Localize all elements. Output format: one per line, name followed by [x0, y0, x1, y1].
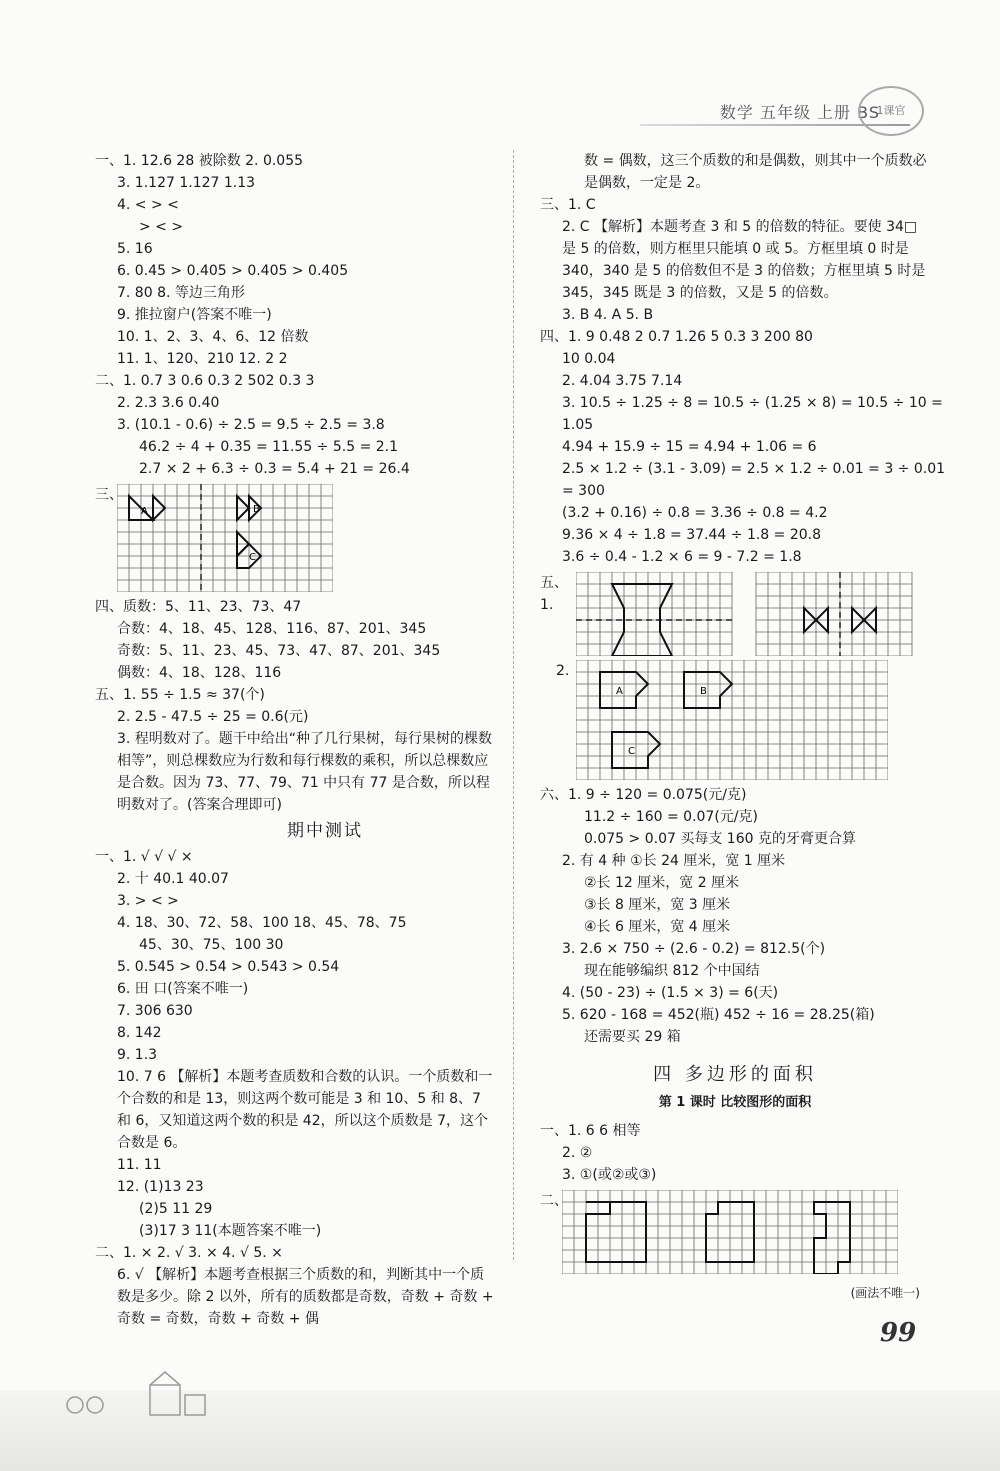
answer-line: 6. 田 口(答案不唯一) [117, 981, 249, 997]
answer-line: 9. 1.3 [117, 1047, 158, 1063]
column-divider [513, 150, 514, 1260]
answer-paragraph: 6. √ 【解析】本题考查根据三个质数的和，判断其中一个质数是多少。除 2 以外，所有的质数都是奇数，奇数 + 奇数 + 奇数 = 奇数，奇数 + 奇数 + 偶 [117, 1267, 494, 1327]
answer-line: 9.36 × 4 ÷ 1.8 = 37.44 ÷ 1.8 = 20.8 [562, 527, 822, 543]
answer-paragraph: 10. 7 6 【解析】本题考查质数和合数的认识。一个质数和一个合数的和是 13，则这两个数可能是 3 和 10、5 和 8、7 和 6，又知道这两个数的积是 42，所以这个质数是 7，这个合数是 6。 [117, 1069, 493, 1151]
page-number: 99 [880, 1318, 917, 1348]
answer-line: 4. < > < [117, 197, 179, 213]
answer-line: 一、1. 12.6 28 被除数 2. 0.055 [95, 153, 304, 169]
section-label: 三、 [95, 487, 123, 503]
midterm-title: 期中测试 [287, 821, 363, 841]
answer-line: 现在能够编织 812 个中国结 [584, 963, 760, 979]
chapter-title: 四 多边形的面积 [653, 1064, 817, 1085]
answer-line: 3.6 ÷ 0.4 - 1.2 × 6 = 9 - 7.2 = 1.8 [562, 549, 802, 565]
section-label: 2. [556, 663, 570, 679]
answer-line: 10 0.04 [562, 351, 616, 367]
answer-line: 46.2 ÷ 4 + 0.35 = 11.55 ÷ 5.5 = 2.1 [139, 439, 399, 455]
answer-line: 合数：4、18、45、128、116、87、201、345 [117, 621, 427, 637]
answer-line: 3. 2.6 × 750 ÷ (2.6 - 0.2) = 812.5(个) [562, 941, 826, 957]
answer-line: ③长 8 厘米，宽 3 厘米 [584, 897, 731, 913]
answer-line: 五、1. 55 ÷ 1.5 ≈ 37(个) [95, 687, 265, 703]
figure-label-a: A [616, 686, 623, 697]
answer-line: 3. 1.127 1.127 1.13 [117, 175, 256, 191]
area-grid [562, 1190, 898, 1274]
answer-line: 二、1. × 2. √ 3. × 4. √ 5. × [95, 1245, 283, 1261]
symmetry-grid-2 [576, 572, 916, 656]
answer-line: 2. 有 4 种 ①长 24 厘米，宽 1 厘米 [562, 853, 786, 869]
answer-line: 2.7 × 2 + 6.3 ÷ 0.3 = 5.4 + 21 = 26.4 [139, 461, 410, 477]
answer-line: 5. 16 [117, 241, 153, 257]
answer-paragraph: 3. 程明数对了。题干中给出“种了几行果树，每行果树的棵数相等”，则总棵数应为行数和每行棵数的乘积，所以总棵数应是合数。因为 73、77、79、71 中只有 77 是合数，所以程明数对了。(答案合理即可) [117, 731, 493, 813]
answer-line: 0.075 > 0.07 买每支 160 克的牙膏更合算 [584, 831, 856, 847]
answer-line: 3. (10.1 - 0.6) ÷ 2.5 = 9.5 ÷ 2.5 = 3.8 [117, 417, 385, 433]
answer-line: 2. 4.04 3.75 7.14 [562, 373, 683, 389]
lesson-title: 第 1 课时 比较图形的面积 [658, 1095, 812, 1110]
answer-line: 3. B 4. A 5. B [562, 307, 654, 323]
drawing-note: (画法不唯一) [850, 1286, 920, 1300]
answer-line: 偶数：4、18、128、116 [117, 665, 282, 681]
symmetry-grid [117, 484, 333, 592]
answer-line: 2. 2.3 3.6 0.40 [117, 395, 220, 411]
answer-line: 2. ② [562, 1145, 593, 1161]
brand-badge: 1课官 [858, 86, 924, 136]
answer-line: 三、1. C [540, 197, 596, 213]
answer-line: 2.5 × 1.2 ÷ (3.1 - 3.09) = 2.5 × 1.2 ÷ 0.01 = 3 ÷ 0.01 [562, 461, 946, 477]
translation-figure-row [540, 660, 930, 780]
castle-decoration-icon [60, 1370, 240, 1420]
answer-line: ②长 12 厘米，宽 2 厘米 [584, 875, 740, 891]
answer-line: ④长 6 厘米，宽 4 厘米 [584, 919, 731, 935]
section-label: 二、 [540, 1193, 568, 1209]
right-column [540, 150, 946, 1304]
translation-grid [576, 660, 888, 780]
figure-label-b: B [253, 504, 260, 515]
answer-line: 9. 推拉窗户(答案不唯一) [117, 307, 272, 323]
answer-line: 45、30、75、100 30 [139, 937, 284, 953]
answer-line: 8. 142 [117, 1025, 162, 1041]
answer-line: 3. ①(或②或③) [562, 1167, 657, 1183]
answer-line: 2. 2.5 - 47.5 ÷ 25 = 0.6(元) [117, 709, 309, 725]
answer-line: (2)5 11 29 [139, 1201, 213, 1217]
figure-label-a: A [141, 506, 148, 517]
answer-paragraph: 2. C 【解析】本题考查 3 和 5 的倍数的特征。要使 34□是 5 的倍数，则方框里只能填 0 或 5。方框里填 0 时是 340，340 是 5 的倍数但不是 3 的倍数；方框里填 5 时是 345，345 既是 3 的倍数，又是 5 的倍数。 [562, 219, 926, 301]
answer-line: 11.2 ÷ 160 = 0.07(元/克) [584, 809, 758, 825]
answer-line: 四、1. 9 0.48 2 0.7 1.26 5 0.3 3 200 80 [540, 329, 813, 345]
answer-line: 四、质数：5、11、23、73、47 [95, 599, 302, 615]
answer-line: 6. 0.45 > 0.405 > 0.405 > 0.405 [117, 263, 349, 279]
figure-label-b: B [700, 686, 707, 697]
answer-line: (3.2 + 0.16) ÷ 0.8 = 3.36 ÷ 0.8 = 4.2 [562, 505, 828, 521]
answer-line: 六、1. 9 ÷ 120 = 0.075(元/克) [540, 787, 747, 803]
answer-line: (3)17 3 11(本题答案不唯一) [139, 1223, 322, 1239]
left-column [95, 150, 495, 1330]
page-header: 数学 五年级 上册 BS [719, 103, 880, 122]
answer-line: = 300 [562, 483, 605, 499]
answer-line: 7. 80 8. 等边三角形 [117, 285, 245, 301]
figure-label-c: C [249, 552, 256, 563]
figure-label-c: C [628, 746, 635, 757]
answer-line: 1.05 [562, 417, 594, 433]
answer-line: 二、1. 0.7 3 0.6 0.3 2 502 0.3 3 [95, 373, 315, 389]
answer-line: 4. (50 - 23) ÷ (1.5 × 3) = 6(天) [562, 985, 779, 1001]
answer-line: 3. 10.5 ÷ 1.25 ÷ 8 = 10.5 ÷ (1.25 × 8) = 10.5 ÷ 10 = [562, 395, 943, 411]
answer-line: 3. > < > [117, 893, 179, 909]
answer-line: 4.94 + 15.9 ÷ 15 = 4.94 + 1.06 = 6 [562, 439, 817, 455]
answer-line: 10. 1、2、3、4、6、12 倍数 [117, 329, 309, 345]
answer-line: 一、1. √ √ √ × [95, 849, 193, 865]
answer-line: 奇数：5、11、23、45、73、47、87、201、345 [117, 643, 441, 659]
answer-line: 12. (1)13 23 [117, 1179, 204, 1195]
section-label: 五、1. [540, 575, 568, 613]
answer-line: 还需要买 29 箱 [584, 1029, 681, 1045]
answer-line: 7. 306 630 [117, 1003, 193, 1019]
answer-line: 2. 十 40.1 40.07 [117, 871, 229, 887]
answer-line: 5. 0.545 > 0.54 > 0.543 > 0.54 [117, 959, 340, 975]
answer-paragraph: 数 = 偶数，这三个质数的和是偶数，则其中一个质数必是偶数，一定是 2。 [584, 153, 927, 191]
answer-line: 11. 1、120、210 12. 2 2 [117, 351, 288, 367]
symmetry-figure-row-2 [540, 572, 930, 656]
answer-line: 一、1. 6 6 相等 [540, 1123, 641, 1139]
answer-line: 5. 620 - 168 = 452(瓶) 452 ÷ 16 = 28.25(箱) [562, 1007, 875, 1023]
answer-line: 4. 18、30、72、58、100 18、45、78、75 [117, 915, 407, 931]
answer-line: > < > [139, 219, 184, 235]
area-figure-row [540, 1190, 930, 1274]
symmetry-figure-row [95, 484, 495, 592]
answer-line: 11. 11 [117, 1157, 162, 1173]
